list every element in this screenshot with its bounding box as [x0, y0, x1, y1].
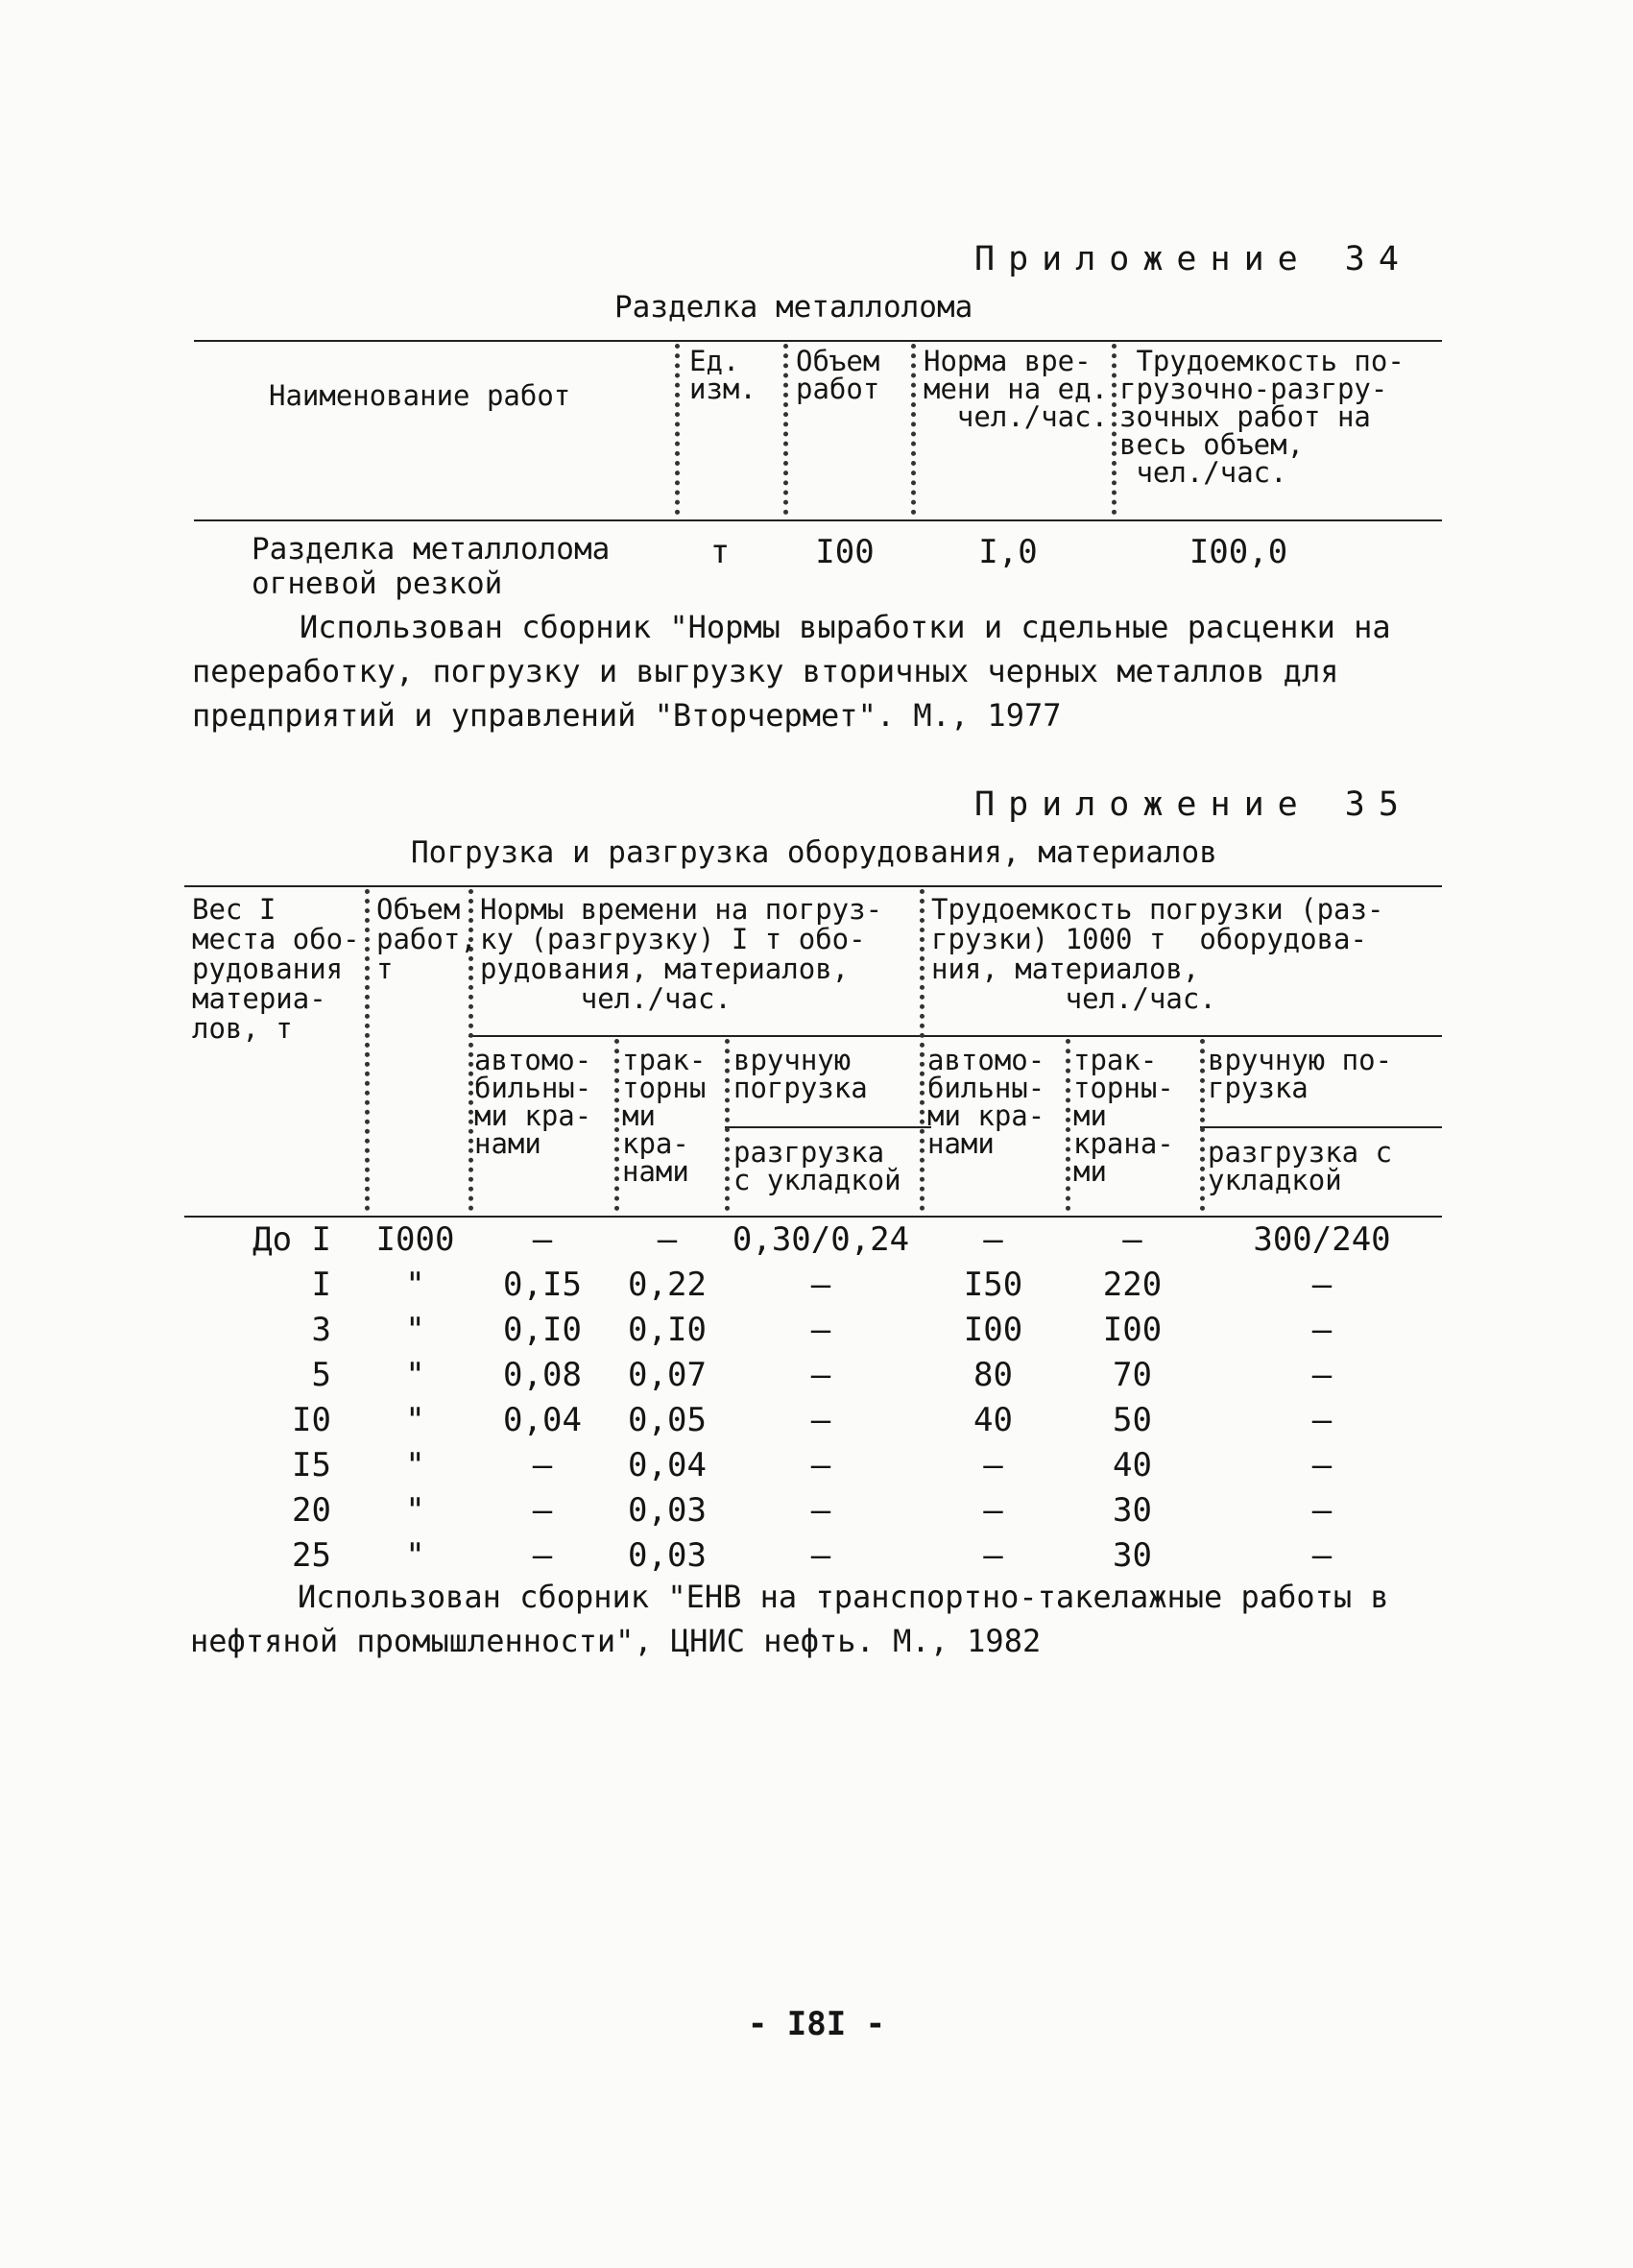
appendix-35-title: Погрузка и разгрузка оборудования, материалов — [411, 835, 1217, 870]
sub-manual-unload-header: разгрузка с укладкой — [733, 1136, 901, 1196]
cell-volume: " — [405, 1536, 425, 1575]
cell-tractor: 0,22 — [628, 1266, 707, 1304]
cell-auto2: 40 — [973, 1401, 1013, 1439]
cell-volume: " — [405, 1356, 425, 1394]
cell-weight: 20 — [292, 1491, 331, 1530]
sub-auto-header: автомо- бильны- ми кра- нами — [474, 1044, 592, 1160]
col-unit-header: Ед. изм. — [689, 345, 756, 405]
cell-weight: До I — [252, 1220, 331, 1259]
sub-tractor2-header: трак- торны- ми крана- ми — [1073, 1044, 1174, 1188]
cell-manual: – — [810, 1311, 831, 1349]
cell-tractor2: 30 — [1113, 1536, 1152, 1575]
cell-manual2: 300/240 — [1253, 1220, 1391, 1259]
col-labor-header: Трудоемкость погрузки (раз- грузки) 1000 т оборудова- ния, материалов, чел./час. — [931, 893, 1384, 1015]
row-volume: I00 — [815, 533, 875, 571]
cell-weight: I0 — [292, 1401, 331, 1439]
appendix-34-label: Приложение 34 — [974, 240, 1412, 278]
cell-tractor: 0,03 — [628, 1536, 707, 1575]
sub-manual-load-header: вручную погрузка — [733, 1044, 868, 1104]
cell-volume: I000 — [375, 1220, 455, 1259]
cell-tractor: – — [657, 1220, 678, 1259]
cell-tractor: 0,07 — [628, 1356, 707, 1394]
page-number: - I8I - — [747, 2005, 886, 2043]
cell-tractor: 0,05 — [628, 1401, 707, 1439]
cell-manual: – — [810, 1491, 831, 1530]
appendix-35-source: Использован сборник "ЕНВ на транспортно-такелажные работы в нефтяной промышленности", ЦНИС нефть. М., 1982 — [190, 1579, 1389, 1659]
cell-auto: – — [532, 1220, 553, 1259]
cell-volume: " — [405, 1266, 425, 1304]
cell-auto: 0,I0 — [503, 1311, 582, 1349]
cell-manual2: – — [1311, 1401, 1333, 1439]
cell-manual2: – — [1311, 1266, 1333, 1304]
col-norms-header: Нормы времени на погруз- ку (разгрузку) I т обо- рудования, материалов, чел./час. — [480, 893, 883, 1015]
cell-auto: – — [532, 1491, 553, 1530]
cell-tractor: 0,04 — [628, 1446, 707, 1484]
cell-manual2: – — [1311, 1311, 1333, 1349]
cell-tractor: 0,03 — [628, 1491, 707, 1530]
cell-weight: 5 — [311, 1356, 331, 1394]
cell-auto: 0,I5 — [503, 1266, 582, 1304]
col-norm-header: Норма вре- мени на ед. чел./час. — [924, 345, 1109, 433]
cell-manual2: – — [1311, 1536, 1333, 1575]
cell-manual: – — [810, 1266, 831, 1304]
cell-auto2: – — [983, 1491, 1003, 1530]
cell-manual2: – — [1311, 1356, 1333, 1394]
sub-tractor-header: трак- торны ми кра- нами — [622, 1044, 707, 1188]
sub-manual-unload2-header: разгрузка с укладкой — [1208, 1136, 1393, 1196]
cell-manual2: – — [1311, 1446, 1333, 1484]
cell-weight: I — [311, 1266, 331, 1304]
row-unit: т — [709, 533, 731, 571]
cell-auto2: – — [983, 1220, 1003, 1259]
cell-auto2: – — [983, 1536, 1003, 1575]
cell-auto: – — [532, 1446, 553, 1484]
cell-tractor: 0,I0 — [628, 1311, 707, 1349]
cell-tractor2: – — [1122, 1220, 1142, 1259]
cell-auto: 0,04 — [503, 1401, 582, 1439]
cell-volume: " — [405, 1491, 425, 1530]
cell-tractor2: 220 — [1102, 1266, 1163, 1304]
col-weight-header: Вес I места обо- рудования материа- лов, т — [192, 893, 360, 1045]
cell-manual: – — [810, 1356, 831, 1394]
cell-auto2: – — [983, 1446, 1003, 1484]
appendix-34-source: Использован сборник "Нормы выработки и сдельные расценки на переработку, погрузку и выгрузку вторичных черных металлов для предприятий и управлений "Вторчермет". М., 1977 — [192, 609, 1391, 734]
appendix-34-title: Разделка металлолома — [614, 290, 973, 325]
cell-weight: 25 — [292, 1536, 331, 1575]
cell-auto2: I00 — [963, 1311, 1023, 1349]
cell-auto2: 80 — [973, 1356, 1013, 1394]
cell-auto: – — [532, 1536, 553, 1575]
cell-volume: " — [405, 1446, 425, 1484]
cell-auto2: I50 — [963, 1266, 1023, 1304]
cell-weight: 3 — [311, 1311, 331, 1349]
cell-manual2: – — [1311, 1491, 1333, 1530]
cell-tractor2: 50 — [1113, 1401, 1152, 1439]
cell-volume: " — [405, 1401, 425, 1439]
cell-weight: I5 — [292, 1446, 331, 1484]
cell-volume: " — [405, 1311, 425, 1349]
sub-manual-load2-header: вручную по- грузка — [1208, 1044, 1393, 1104]
cell-tractor2: 70 — [1113, 1356, 1152, 1394]
cell-manual: – — [810, 1401, 831, 1439]
cell-tractor2: I00 — [1102, 1311, 1163, 1349]
sub-auto2-header: автомо- бильны- ми кра- нами — [927, 1044, 1045, 1160]
col-volume-header: Объем работ — [796, 345, 880, 405]
row-name: Разделка металлолома огневой резкой — [252, 532, 611, 601]
cell-manual: 0,30/0,24 — [732, 1220, 910, 1259]
cell-auto: 0,08 — [503, 1356, 582, 1394]
cell-manual: – — [810, 1446, 831, 1484]
row-norm: I,0 — [978, 533, 1038, 571]
cell-tractor2: 30 — [1113, 1491, 1152, 1530]
col-volume-header: Объем работ, т — [376, 893, 477, 985]
col-labor-header: Трудоемкость по- грузочно-разгру- зочных работ на весь объем, чел./час. — [1119, 345, 1405, 489]
col-name-header: Наименование работ — [269, 379, 571, 412]
appendix-35-label: Приложение 35 — [974, 785, 1412, 824]
cell-tractor2: 40 — [1113, 1446, 1152, 1484]
cell-manual: – — [810, 1536, 831, 1575]
row-labor: I00,0 — [1189, 533, 1288, 571]
